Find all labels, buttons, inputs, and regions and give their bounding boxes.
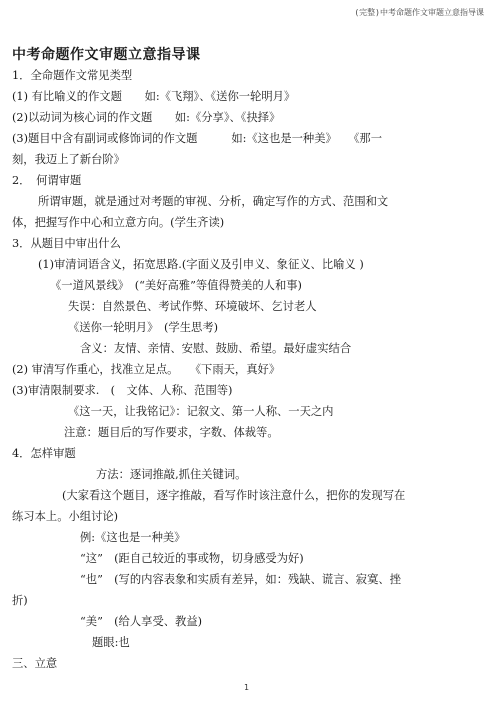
- text-line: 所谓审题，就是通过对考题的审视、分析，确定写作的方式、范围和文: [38, 195, 389, 208]
- text-line: 注意：题目后的写作要求，字数、体裁等。: [64, 426, 279, 439]
- text-line: 《送你一轮明月》 (学生思考): [68, 321, 219, 334]
- text-line: 含义：友情、亲情、安慰、鼓励、希望。最好虚实结合: [80, 342, 352, 355]
- text-line: 例:《这也是一种美》: [80, 531, 186, 544]
- text-line: (2)以动词为核心词的作文题 如:《分享》、《抉择》: [12, 111, 281, 124]
- text-line: “美” (给人享受、教益): [80, 615, 203, 628]
- text-line: 刻，我迈上了新台阶》: [12, 153, 125, 166]
- text-line: 1．全命题作文常见类型: [12, 69, 133, 82]
- text-line: “这” (距自己较近的事或物，切身感受为好): [80, 552, 304, 565]
- text-line: 2． 何谓审题: [12, 174, 82, 187]
- text-line: 《一道风景线》 (“美好高雅”等值得赞美的人和事): [50, 279, 302, 292]
- text-line: 《这一天，让我铭记》：记叙文、第一人称、一天之内: [68, 405, 334, 418]
- text-line: (大家看这个题目，逐字推敲，看写作时该注意什么，把你的发现写在: [62, 489, 406, 502]
- text-line: 练习本上。小组讨论): [12, 510, 119, 523]
- text-line: 三、立意: [12, 657, 58, 670]
- text-line: “也” (写的内容表象和实质有差异，如：残缺、谎言、寂寞、挫: [80, 573, 401, 586]
- page-header: (完整)中考命题作文审题立意指导课: [354, 8, 484, 17]
- text-line: 失误：自然景色、考试作弊、环境破坏、乞讨老人: [68, 300, 317, 313]
- text-line: (1) 有比喻义的作文题 如:《飞翔》、《送你一轮明月》: [12, 90, 296, 103]
- text-line: (2) 审清写作重心，找准立足点。 《下雨天，真好》: [12, 363, 281, 376]
- text-line: 题眼:也: [92, 636, 130, 649]
- text-line: (1)审清词语含义，拓宽思路.(字面义及引申义、象征义、比喻义 ): [38, 258, 364, 271]
- page-number: 1: [244, 683, 250, 692]
- text-line: 体，把握写作中心和立意方向。(学生齐读): [12, 216, 225, 229]
- text-line: (3)审清限制要求. ( 文体、人称、范围等): [12, 384, 233, 397]
- document-title: 中考命题作文审题立意指导课: [12, 47, 201, 63]
- text-line: 4．怎样审题: [12, 447, 76, 460]
- text-line: (3)题目中含有副词或修饰词的作文题 如:《这也是一种美》 《那一: [12, 132, 383, 145]
- text-line: 3．从题目中审出什么: [12, 237, 121, 250]
- text-line: 折): [12, 594, 28, 607]
- text-line: 方法：逐词推敲,抓住关键词。: [96, 468, 247, 481]
